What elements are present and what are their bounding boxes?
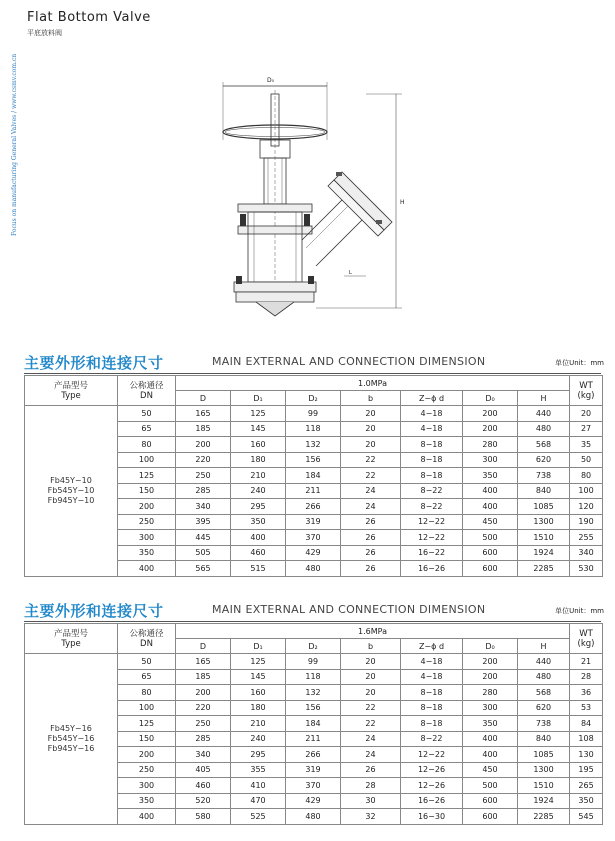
table-cell: 460 bbox=[176, 778, 231, 794]
table-cell: 350 bbox=[463, 716, 518, 732]
column-header: D₂ bbox=[286, 391, 341, 406]
table-cell: 530 bbox=[570, 561, 603, 577]
table-cell: 132 bbox=[286, 437, 341, 453]
table-cell: 26 bbox=[341, 514, 401, 530]
table-cell: 195 bbox=[570, 762, 603, 778]
type-header-cn: 产品型号 bbox=[53, 628, 88, 639]
table-cell: 185 bbox=[176, 669, 231, 685]
column-header: D₁ bbox=[231, 391, 286, 406]
type-header bbox=[25, 376, 118, 406]
table-cell: 16−26 bbox=[401, 561, 463, 577]
table-cell: 266 bbox=[286, 747, 341, 763]
section-title-en: MAIN EXTERNAL AND CONNECTION DIMENSION bbox=[212, 603, 486, 616]
table-cell: 480 bbox=[518, 421, 570, 437]
table-cell: 250 bbox=[118, 514, 176, 530]
dn-header-en: DN bbox=[140, 638, 153, 649]
table-cell: 24 bbox=[341, 747, 401, 763]
table-cell: 450 bbox=[463, 514, 518, 530]
table-cell: 12−26 bbox=[401, 778, 463, 794]
table-cell: 350 bbox=[570, 793, 603, 809]
table-cell: 200 bbox=[463, 421, 518, 437]
type-model: Fb945Y−16 bbox=[47, 743, 95, 753]
table-cell: 125 bbox=[118, 716, 176, 732]
table-cell: 525 bbox=[231, 809, 286, 825]
pressure-header: 1.6MPa bbox=[176, 624, 570, 639]
table-cell: 16−30 bbox=[401, 809, 463, 825]
table-cell: 20 bbox=[341, 669, 401, 685]
table-cell: 266 bbox=[286, 499, 341, 515]
table-cell: 12−22 bbox=[401, 747, 463, 763]
table-cell: 8−22 bbox=[401, 499, 463, 515]
table-cell: 370 bbox=[286, 778, 341, 794]
table-cell: 53 bbox=[570, 700, 603, 716]
table-cell: 211 bbox=[286, 731, 341, 747]
table-cell: 319 bbox=[286, 762, 341, 778]
table-cell: 26 bbox=[341, 530, 401, 546]
table-cell: 20 bbox=[341, 421, 401, 437]
table-cell: 400 bbox=[231, 530, 286, 546]
table-cell: 300 bbox=[118, 530, 176, 546]
table-cell: 1300 bbox=[518, 762, 570, 778]
table-cell: 145 bbox=[231, 669, 286, 685]
table-cell: 340 bbox=[176, 499, 231, 515]
table-cell: 184 bbox=[286, 468, 341, 484]
table-cell: 400 bbox=[118, 809, 176, 825]
table-cell: 568 bbox=[518, 437, 570, 453]
type-models bbox=[25, 406, 118, 577]
weight-header-unit: (kg) bbox=[577, 390, 595, 401]
label-h: H bbox=[400, 199, 405, 206]
table-cell: 295 bbox=[231, 747, 286, 763]
table-cell: 280 bbox=[463, 437, 518, 453]
table-cell: 16−26 bbox=[401, 793, 463, 809]
table-cell: 1510 bbox=[518, 530, 570, 546]
page-title: Flat Bottom Valve bbox=[27, 10, 151, 25]
table-cell: 120 bbox=[570, 499, 603, 515]
column-header: Z−ϕ d bbox=[401, 391, 463, 406]
table-cell: 200 bbox=[118, 499, 176, 515]
column-header: H bbox=[518, 391, 570, 406]
table-cell: 130 bbox=[570, 747, 603, 763]
table-cell: 20 bbox=[570, 406, 603, 422]
section-title-cn: 主要外形和连接尺寸 bbox=[24, 602, 164, 620]
table-cell: 8−18 bbox=[401, 468, 463, 484]
column-header: D₂ bbox=[286, 639, 341, 654]
table-cell: 118 bbox=[286, 421, 341, 437]
table-cell: 355 bbox=[231, 762, 286, 778]
table-cell: 80 bbox=[118, 437, 176, 453]
table-cell: 200 bbox=[463, 654, 518, 670]
table-cell: 26 bbox=[341, 762, 401, 778]
table-cell: 8−18 bbox=[401, 437, 463, 453]
table-cell: 8−22 bbox=[401, 483, 463, 499]
table-cell: 445 bbox=[176, 530, 231, 546]
table-cell: 300 bbox=[118, 778, 176, 794]
type-model: Fb945Y−10 bbox=[47, 495, 95, 505]
section-rule bbox=[24, 621, 601, 622]
table-cell: 600 bbox=[463, 809, 518, 825]
table-cell: 165 bbox=[176, 406, 231, 422]
label-l: L bbox=[349, 270, 352, 276]
dn-header-cn: 公称通径 bbox=[129, 380, 164, 391]
table-cell: 440 bbox=[518, 406, 570, 422]
table-cell: 180 bbox=[231, 452, 286, 468]
table-cell: 410 bbox=[231, 778, 286, 794]
dn-header-cn: 公称通径 bbox=[129, 628, 164, 639]
table-cell: 32 bbox=[341, 809, 401, 825]
table-cell: 738 bbox=[518, 468, 570, 484]
table-cell: 36 bbox=[570, 685, 603, 701]
table-cell: 400 bbox=[463, 747, 518, 763]
table-cell: 545 bbox=[570, 809, 603, 825]
table-cell: 2285 bbox=[518, 809, 570, 825]
table-cell: 350 bbox=[118, 793, 176, 809]
pressure-header: 1.0MPa bbox=[176, 376, 570, 391]
table-cell: 300 bbox=[463, 700, 518, 716]
table-cell: 24 bbox=[341, 483, 401, 499]
table-cell: 8−18 bbox=[401, 716, 463, 732]
weight-header bbox=[570, 624, 603, 654]
table-cell: 250 bbox=[176, 716, 231, 732]
table-cell: 400 bbox=[463, 731, 518, 747]
type-header-cn: 产品型号 bbox=[53, 380, 88, 391]
table-cell: 4−18 bbox=[401, 654, 463, 670]
table-cell: 156 bbox=[286, 700, 341, 716]
table-cell: 22 bbox=[341, 700, 401, 716]
table-cell: 26 bbox=[341, 561, 401, 577]
table-row bbox=[25, 654, 603, 670]
type-header-en: Type bbox=[61, 390, 81, 401]
dimension-table-1 bbox=[24, 375, 603, 577]
column-header: b bbox=[341, 391, 401, 406]
dn-header bbox=[118, 376, 176, 406]
table-cell: 500 bbox=[463, 778, 518, 794]
table-cell: 26 bbox=[341, 545, 401, 561]
table-cell: 220 bbox=[176, 452, 231, 468]
table-cell: 200 bbox=[463, 406, 518, 422]
table-cell: 470 bbox=[231, 793, 286, 809]
table-cell: 150 bbox=[118, 483, 176, 499]
table-cell: 80 bbox=[118, 685, 176, 701]
table-cell: 8−18 bbox=[401, 685, 463, 701]
unit-label: 单位Unit：mm bbox=[555, 607, 604, 615]
table-cell: 50 bbox=[570, 452, 603, 468]
table-cell: 100 bbox=[118, 452, 176, 468]
table-cell: 240 bbox=[231, 731, 286, 747]
table-cell: 100 bbox=[118, 700, 176, 716]
section-title-cn: 主要外形和连接尺寸 bbox=[24, 354, 164, 372]
table-cell: 600 bbox=[463, 545, 518, 561]
table-cell: 27 bbox=[570, 421, 603, 437]
table-cell: 8−22 bbox=[401, 731, 463, 747]
table-cell: 30 bbox=[341, 793, 401, 809]
column-header: D bbox=[176, 639, 231, 654]
table-cell: 520 bbox=[176, 793, 231, 809]
table-cell: 340 bbox=[176, 747, 231, 763]
table-cell: 8−18 bbox=[401, 452, 463, 468]
table-cell: 200 bbox=[176, 437, 231, 453]
table-cell: 460 bbox=[231, 545, 286, 561]
table-cell: 150 bbox=[118, 731, 176, 747]
column-header: D₀ bbox=[463, 639, 518, 654]
label-d0: D₀ bbox=[267, 77, 275, 84]
table-cell: 280 bbox=[463, 685, 518, 701]
table-cell: 1085 bbox=[518, 499, 570, 515]
weight-header-label: WT bbox=[579, 628, 593, 639]
table-cell: 99 bbox=[286, 406, 341, 422]
section-header-2 bbox=[24, 600, 604, 620]
table-cell: 840 bbox=[518, 731, 570, 747]
table-cell: 211 bbox=[286, 483, 341, 499]
table-cell: 132 bbox=[286, 685, 341, 701]
table-cell: 220 bbox=[176, 700, 231, 716]
table-cell: 500 bbox=[463, 530, 518, 546]
unit-label: 单位Unit：mm bbox=[555, 359, 604, 367]
table-cell: 20 bbox=[341, 685, 401, 701]
table-cell: 22 bbox=[341, 452, 401, 468]
table-cell: 600 bbox=[463, 561, 518, 577]
table-cell: 99 bbox=[286, 654, 341, 670]
table-cell: 568 bbox=[518, 685, 570, 701]
table-cell: 405 bbox=[176, 762, 231, 778]
table-row bbox=[25, 406, 603, 422]
table-cell: 600 bbox=[463, 793, 518, 809]
table-cell: 22 bbox=[341, 716, 401, 732]
table-cell: 185 bbox=[176, 421, 231, 437]
table-cell: 285 bbox=[176, 731, 231, 747]
section-title-en: MAIN EXTERNAL AND CONNECTION DIMENSION bbox=[212, 355, 486, 368]
table-cell: 118 bbox=[286, 669, 341, 685]
table-cell: 580 bbox=[176, 809, 231, 825]
type-model: Fb545Y−16 bbox=[47, 733, 95, 743]
column-header: D₀ bbox=[463, 391, 518, 406]
table-cell: 450 bbox=[463, 762, 518, 778]
table-cell: 200 bbox=[463, 669, 518, 685]
table-cell: 620 bbox=[518, 700, 570, 716]
table-cell: 370 bbox=[286, 530, 341, 546]
table-cell: 480 bbox=[286, 809, 341, 825]
dn-header bbox=[118, 624, 176, 654]
table-cell: 2285 bbox=[518, 561, 570, 577]
table-cell: 350 bbox=[231, 514, 286, 530]
table-cell: 12−22 bbox=[401, 530, 463, 546]
table-cell: 480 bbox=[518, 669, 570, 685]
table-cell: 190 bbox=[570, 514, 603, 530]
section-rule bbox=[24, 373, 601, 374]
table-cell: 505 bbox=[176, 545, 231, 561]
table-cell: 125 bbox=[231, 654, 286, 670]
table-cell: 16−22 bbox=[401, 545, 463, 561]
table-cell: 400 bbox=[463, 483, 518, 499]
table-cell: 22 bbox=[341, 468, 401, 484]
table-cell: 255 bbox=[570, 530, 603, 546]
table-cell: 319 bbox=[286, 514, 341, 530]
table-cell: 395 bbox=[176, 514, 231, 530]
column-header: D₁ bbox=[231, 639, 286, 654]
table-cell: 265 bbox=[570, 778, 603, 794]
dn-header-en: DN bbox=[140, 390, 153, 401]
table-cell: 24 bbox=[341, 499, 401, 515]
table-cell: 1924 bbox=[518, 545, 570, 561]
table-cell: 4−18 bbox=[401, 406, 463, 422]
table-cell: 400 bbox=[118, 561, 176, 577]
type-model: Fb545Y−10 bbox=[47, 485, 95, 495]
table-cell: 160 bbox=[231, 437, 286, 453]
table-cell: 340 bbox=[570, 545, 603, 561]
table-cell: 145 bbox=[231, 421, 286, 437]
weight-header bbox=[570, 376, 603, 406]
table-cell: 35 bbox=[570, 437, 603, 453]
table-cell: 12−22 bbox=[401, 514, 463, 530]
table-cell: 250 bbox=[176, 468, 231, 484]
table-cell: 20 bbox=[341, 406, 401, 422]
table-cell: 20 bbox=[341, 654, 401, 670]
table-cell: 21 bbox=[570, 654, 603, 670]
column-header: H bbox=[518, 639, 570, 654]
table-cell: 180 bbox=[231, 700, 286, 716]
table-cell: 565 bbox=[176, 561, 231, 577]
type-header-en: Type bbox=[61, 638, 81, 649]
type-header bbox=[25, 624, 118, 654]
table-cell: 210 bbox=[231, 468, 286, 484]
table-cell: 200 bbox=[176, 685, 231, 701]
table-cell: 12−26 bbox=[401, 762, 463, 778]
table-cell: 300 bbox=[463, 452, 518, 468]
table-cell: 4−18 bbox=[401, 669, 463, 685]
table-cell: 50 bbox=[118, 654, 176, 670]
table-cell: 840 bbox=[518, 483, 570, 499]
table-cell: 480 bbox=[286, 561, 341, 577]
table-cell: 240 bbox=[231, 483, 286, 499]
table-cell: 125 bbox=[118, 468, 176, 484]
table-cell: 285 bbox=[176, 483, 231, 499]
table-cell: 100 bbox=[570, 483, 603, 499]
table-cell: 738 bbox=[518, 716, 570, 732]
table-cell: 24 bbox=[341, 731, 401, 747]
table-cell: 28 bbox=[341, 778, 401, 794]
table-cell: 160 bbox=[231, 685, 286, 701]
table-cell: 50 bbox=[118, 406, 176, 422]
table-cell: 350 bbox=[118, 545, 176, 561]
weight-header-unit: (kg) bbox=[577, 638, 595, 649]
weight-header-label: WT bbox=[579, 380, 593, 391]
side-caption bbox=[2, 53, 18, 236]
table-cell: 440 bbox=[518, 654, 570, 670]
dimension-table-2 bbox=[24, 623, 603, 825]
column-header: D bbox=[176, 391, 231, 406]
table-cell: 515 bbox=[231, 561, 286, 577]
table-cell: 184 bbox=[286, 716, 341, 732]
type-model: Fb45Y−16 bbox=[50, 723, 92, 733]
table-cell: 400 bbox=[463, 499, 518, 515]
table-cell: 156 bbox=[286, 452, 341, 468]
table-cell: 295 bbox=[231, 499, 286, 515]
table-cell: 1510 bbox=[518, 778, 570, 794]
section-header-1 bbox=[24, 352, 604, 372]
page-subtitle-cn: 平底放料阀 bbox=[27, 29, 62, 37]
table-cell: 350 bbox=[463, 468, 518, 484]
table-cell: 429 bbox=[286, 545, 341, 561]
table-cell: 28 bbox=[570, 669, 603, 685]
type-model: Fb45Y−10 bbox=[50, 475, 92, 485]
table-cell: 80 bbox=[570, 468, 603, 484]
valve-drawing bbox=[216, 70, 416, 320]
side-caption-text: Focus on manufacturing General Valves / www.csmv.com.cn bbox=[11, 53, 18, 236]
table-cell: 84 bbox=[570, 716, 603, 732]
table-cell: 620 bbox=[518, 452, 570, 468]
table-cell: 8−18 bbox=[401, 700, 463, 716]
table-cell: 429 bbox=[286, 793, 341, 809]
table-cell: 1300 bbox=[518, 514, 570, 530]
table-cell: 1085 bbox=[518, 747, 570, 763]
table-cell: 65 bbox=[118, 669, 176, 685]
table-cell: 250 bbox=[118, 762, 176, 778]
table-cell: 65 bbox=[118, 421, 176, 437]
table-cell: 4−18 bbox=[401, 421, 463, 437]
type-models bbox=[25, 654, 118, 825]
column-header: b bbox=[341, 639, 401, 654]
table-cell: 108 bbox=[570, 731, 603, 747]
table-cell: 165 bbox=[176, 654, 231, 670]
column-header: Z−ϕ d bbox=[401, 639, 463, 654]
table-cell: 125 bbox=[231, 406, 286, 422]
table-cell: 200 bbox=[118, 747, 176, 763]
table-cell: 1924 bbox=[518, 793, 570, 809]
table-cell: 20 bbox=[341, 437, 401, 453]
table-cell: 210 bbox=[231, 716, 286, 732]
